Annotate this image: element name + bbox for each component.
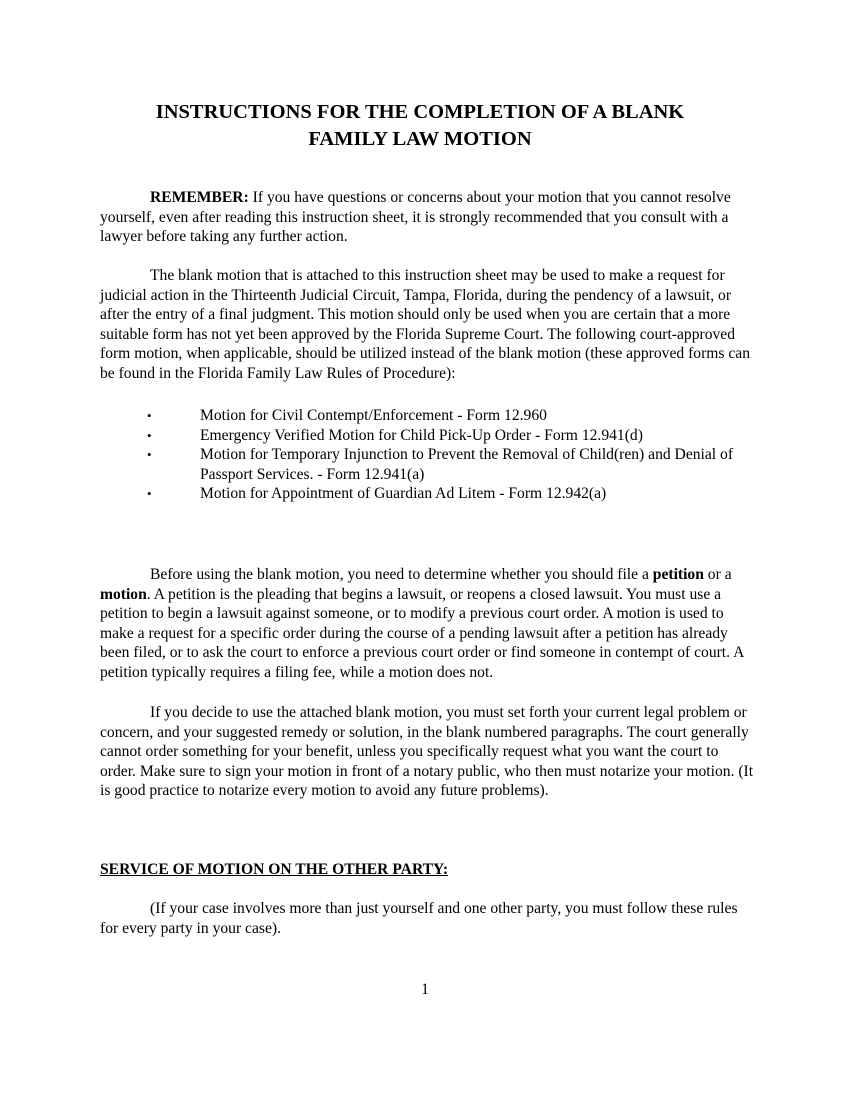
page-number: 1 [421, 981, 429, 998]
petition-text-1: Before using the blank motion, you need to determine whether you should file a [150, 566, 653, 583]
remember-paragraph [100, 188, 755, 247]
list-item [100, 426, 755, 446]
remember-label: REMEMBER: [150, 189, 249, 206]
list-item [100, 484, 755, 504]
petition-bold-term: petition [652, 566, 704, 583]
bullet-icon: • [147, 447, 152, 463]
motion-bold-term: motion [100, 585, 147, 603]
list-item-text: Motion for Temporary Injunction to Prevent the Removal of Child(ren) and Denial of Passport Services. - Form 12.941(a) [200, 446, 734, 483]
approved-forms-list [100, 406, 755, 504]
service-paragraph: (If your case involves more than just yourself and one other party, you must follow these rules for every party in your case). [100, 900, 738, 937]
list-item-text: Emergency Verified Motion for Child Pick-Up Order - Form 12.941(d) [200, 426, 643, 444]
title-line-2: FAMILY LAW MOTION [308, 128, 532, 150]
petition-paragraph [100, 565, 755, 683]
service-heading: SERVICE OF MOTION ON THE OTHER PARTY: [100, 861, 449, 878]
page-title [100, 99, 740, 153]
list-item-text: Motion for Civil Contempt/Enforcement - Form 12.960 [200, 407, 547, 424]
bullet-icon: • [147, 427, 152, 443]
decide-paragraph: If you decide to use the attached blank motion, you must set forth your current legal problem or concern, and your suggested remedy or solution, in the blank numbered paragraphs. The court generally cannot order something for your benefit, unless you specifically request what you want the court to order. Make sure to sign your motion in front of a notary public, who then must notarize your motion. (It is good practice to notarize every motion to avoid any future problems). [100, 704, 754, 800]
list-item [100, 406, 755, 426]
blank-motion-paragraph: The blank motion that is attached to this instruction sheet may be used to make a request for judicial action in the Thirteenth Judicial Circuit, Tampa, Florida, during the pendency of a lawsuit, or after the entry of a final judgment. This motion should only be used when you are certain that a more suitable form has not yet been approved by the Florida Supreme Court. The following court-approved form motion, when applicable, should be utilized instead of the blank motion (these approved forms can be found in the Florida Family Law Rules of Procedure): [100, 267, 751, 382]
bullet-icon: • [147, 408, 152, 423]
list-item [100, 445, 755, 484]
bullet-icon: • [147, 486, 152, 502]
petition-text-2: or a [703, 566, 732, 583]
title-line-1: INSTRUCTIONS FOR THE COMPLETION OF A BLANK [155, 101, 685, 123]
remember-text: If you have questions or concerns about your motion that you cannot resolve yourself, even after reading this instruction sheet, it is strongly recommended that you consult with a lawyer before taking any further action. [100, 189, 731, 246]
petition-text-3: . A petition is the pleading that begins a lawsuit, or reopens a closed lawsuit. You must use a petition to begin a lawsuit against someone, or to modify a previous court order. A motion is used to make a request for a specific order during the course of a pending lawsuit after a petition has already been filed, or to ask the court to enforce a previous court order or find someone in contempt of court. A petition typically requires a filing fee, while a motion does not. [100, 585, 744, 681]
list-item-text: Motion for Appointment of Guardian Ad Litem - Form 12.942(a) [200, 485, 607, 503]
